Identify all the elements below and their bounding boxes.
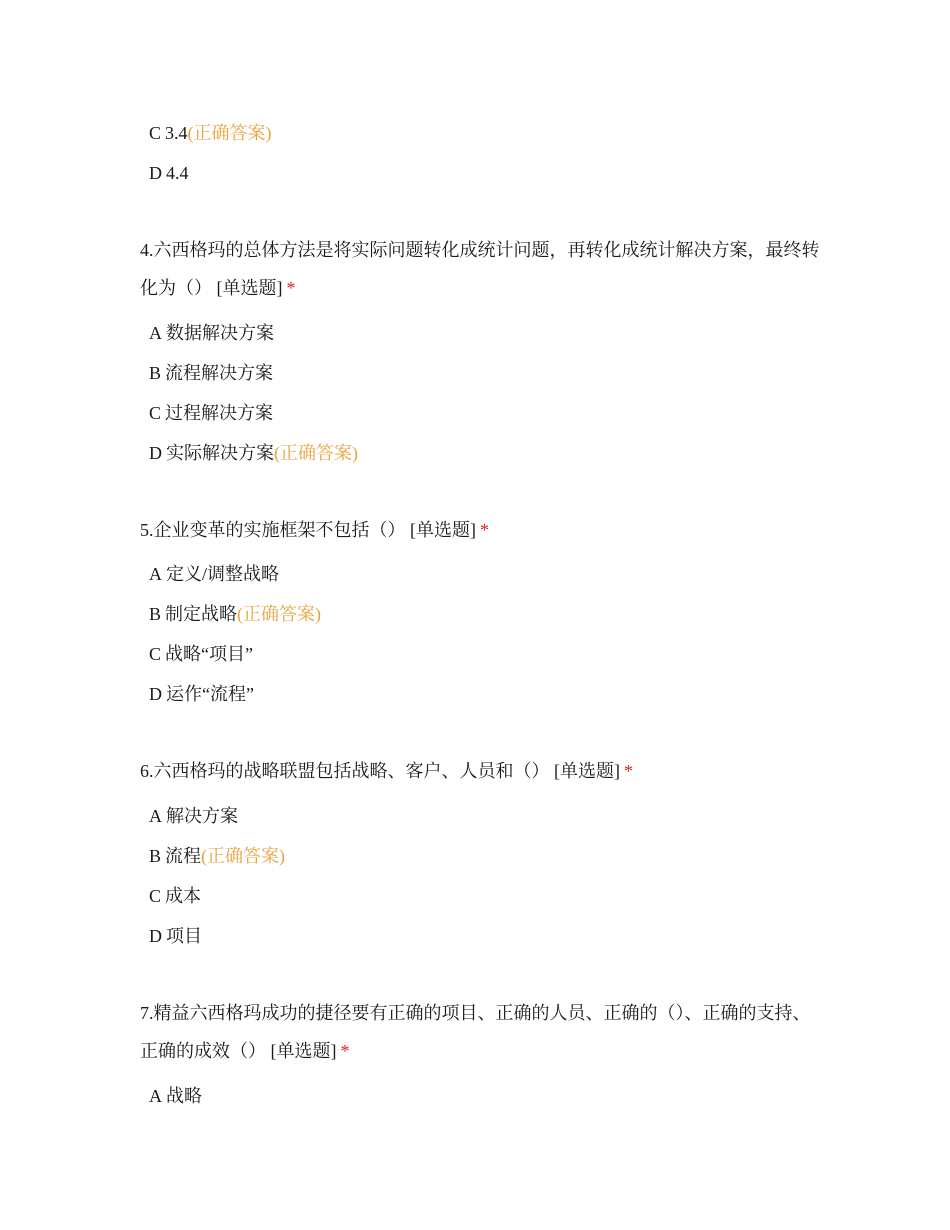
option-letter: B xyxy=(149,604,162,624)
question-type: [单选题] xyxy=(270,1041,337,1061)
option-letter: A xyxy=(149,1086,162,1106)
correct-answer-marker: (正确答案) xyxy=(187,123,272,143)
correct-answer-marker: (正确答案) xyxy=(274,443,358,463)
q6-option-b[interactable] xyxy=(149,844,285,868)
option-text: 4.4 xyxy=(166,163,189,183)
option-letter: D xyxy=(149,926,162,946)
q4-title xyxy=(140,231,820,307)
option-text: 过程解决方案 xyxy=(165,403,274,423)
option-text: 定义/调整战略 xyxy=(166,564,280,584)
option-text: 运作“流程” xyxy=(166,684,254,704)
q4-option-b[interactable] xyxy=(149,361,273,385)
q5-option-d[interactable] xyxy=(149,682,254,706)
required-marker: * xyxy=(624,761,633,781)
option-letter: D xyxy=(149,684,162,704)
q7-title xyxy=(140,994,820,1070)
option-text: 战略 xyxy=(166,1086,202,1106)
question-text: 4.六西格玛的总体方法是将实际问题转化成统计问题，再转化成统计解决方案，最终转化为（） xyxy=(140,240,820,298)
q5-title xyxy=(140,511,820,549)
question-type: [单选题] xyxy=(554,761,620,781)
option-letter: A xyxy=(149,564,162,584)
q4-option-a[interactable] xyxy=(149,321,274,345)
q5-option-a[interactable] xyxy=(149,562,279,586)
q6-title xyxy=(140,752,820,790)
option-letter: D xyxy=(149,443,162,463)
correct-answer-marker: (正确答案) xyxy=(201,846,286,866)
option-letter: B xyxy=(149,846,162,866)
option-letter: A xyxy=(149,806,162,826)
correct-answer-marker: (正确答案) xyxy=(237,604,322,624)
question-type: [单选题] xyxy=(216,278,283,298)
required-marker: * xyxy=(480,520,489,540)
option-text: 流程解决方案 xyxy=(165,363,274,383)
question-text: 7.精益六西格玛成功的捷径要有正确的项目、正确的人员、正确的（）、正确的支持、正确的成效（） xyxy=(140,1003,811,1061)
question-type: [单选题] xyxy=(410,520,476,540)
option-text: 数据解决方案 xyxy=(166,323,274,343)
option-text: 实际解决方案 xyxy=(166,443,274,463)
option-letter: C xyxy=(149,123,162,143)
q4-option-d[interactable] xyxy=(149,441,358,465)
option-text: 成本 xyxy=(165,886,202,906)
option-text: 制定战略 xyxy=(165,604,238,624)
q6-option-d[interactable] xyxy=(149,924,202,948)
q5-option-b[interactable] xyxy=(149,602,321,626)
option-letter: B xyxy=(149,363,162,383)
option-letter: D xyxy=(149,163,162,183)
option-text: 战略“项目” xyxy=(165,644,253,664)
option-letter: C xyxy=(149,403,162,423)
required-marker: * xyxy=(286,278,296,298)
option-text: 项目 xyxy=(166,926,202,946)
question-text: 5.企业变革的实施框架不包括（） xyxy=(140,520,406,540)
option-text: 解决方案 xyxy=(166,806,238,826)
q4-option-c[interactable] xyxy=(149,401,273,425)
q6-option-a[interactable] xyxy=(149,804,238,828)
required-marker: * xyxy=(340,1041,350,1061)
q5-option-c[interactable] xyxy=(149,642,253,666)
q7-option-a[interactable] xyxy=(149,1084,202,1108)
q3-option-d[interactable] xyxy=(149,161,189,185)
q6-option-c[interactable] xyxy=(149,884,201,908)
option-text: 流程 xyxy=(165,846,202,866)
option-letter: C xyxy=(149,886,162,906)
option-text: 3.4 xyxy=(165,123,188,143)
option-letter: C xyxy=(149,644,162,664)
option-letter: A xyxy=(149,323,162,343)
q3-option-c[interactable] xyxy=(149,121,272,145)
question-text: 6.六西格玛的战略联盟包括战略、客户、人员和（） xyxy=(140,761,550,781)
